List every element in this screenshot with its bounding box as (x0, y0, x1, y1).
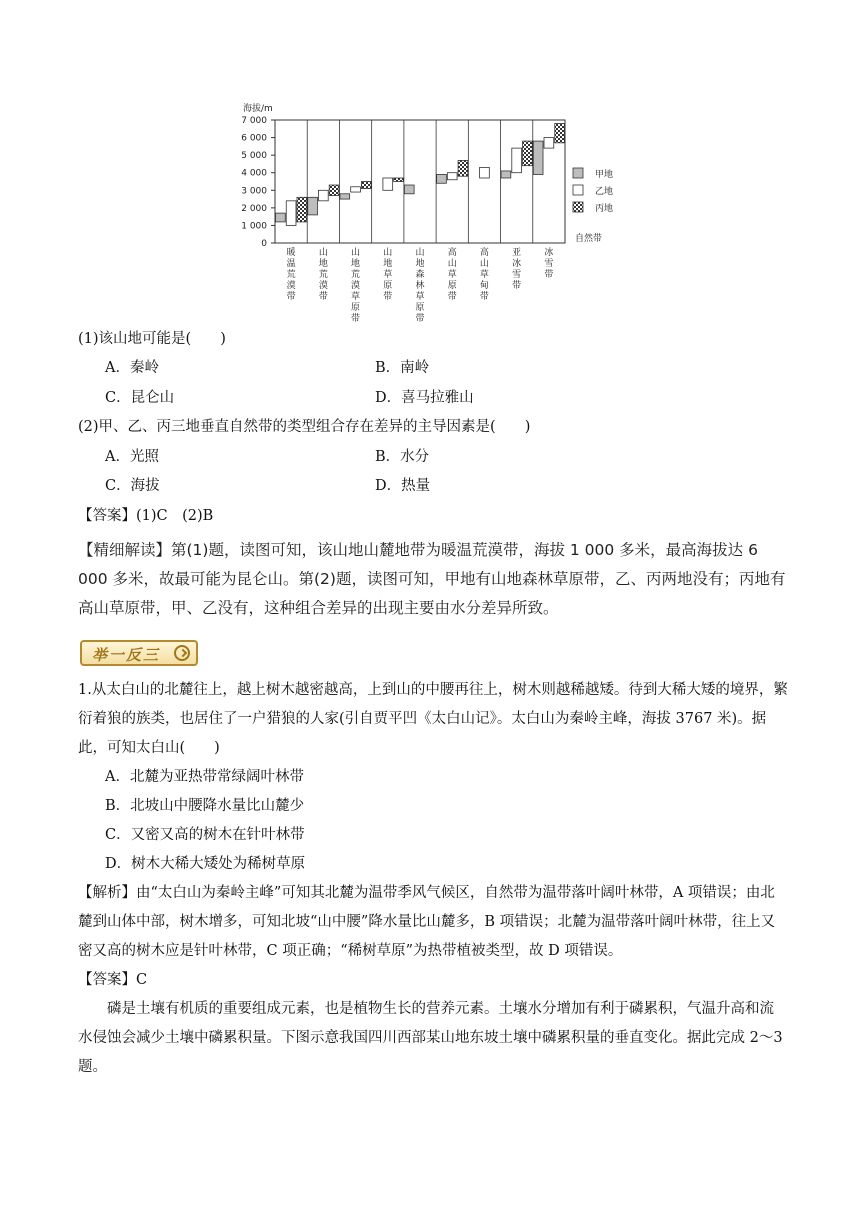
zone-label-山地草原带: 山地草原带 (383, 248, 393, 302)
y-axis-label: 海拔/m (243, 104, 273, 114)
bar-丙地-暖温荒漠带 (297, 197, 307, 222)
detailed-explanation: 【精细解读】第(1)题，读图可知，该山地山麓地带为暖温荒漠带，海拔 1 000 多米，最高海拔达 6 000 多米，故最可能为昆仑山。第(2)题，读图可知，甲地有山地森林草原带，乙、丙两地没有；丙地有高山草原带，甲、乙没有，这种组合差异的出现主要由水分差异所致。 (78, 541, 786, 617)
q2-option-d[interactable]: D．热量 (375, 478, 431, 494)
zone-label-高山草原带: 高山草原带 (447, 248, 457, 302)
bar-乙地-山地草原带 (383, 178, 393, 190)
x-axis-label: 自然带 (575, 234, 603, 244)
zone-labels (287, 246, 554, 324)
bar-marks (276, 124, 565, 226)
zone-label-亚冰雪带: 亚冰雪带 (512, 248, 522, 291)
q1-option-d[interactable]: D．喜马拉雅山 (375, 390, 474, 406)
bar-乙地-山地荒漠草原带 (351, 187, 361, 192)
practice-q1-option-b[interactable]: B．北坡山中腰降水量比山麓少 (105, 798, 305, 814)
q1-option-a[interactable]: A．秦岭 (105, 360, 159, 376)
practice-q1-stem: 1.从太白山的北麓往上，越上树木越密越高，上到山的中腰再往上，树木则越稀越矮。待到大稀大矮的境界，繁衍着狼的族类，也居住了一户猎狼的人家(引自贾平凹《太白山记》。太白山为秦岭主峰，海拔 3767 米)。据此，可知太白山( ) (78, 682, 788, 756)
practice-q1-option-c[interactable]: C．又密又高的树木在针叶林带 (105, 827, 305, 843)
bar-丙地-高山草原带 (458, 160, 468, 176)
section-badge (80, 640, 198, 666)
bar-乙地-高山草甸带 (480, 167, 490, 178)
y-tick-label: 5 000 (241, 151, 267, 162)
arrow-circle-icon (174, 645, 190, 661)
intro-paragraph: 磷是土壤有机质的重要组成元素，也是植物生长的营养元素。土壤水分增加有利于磷累积，气温升高和流水侵蚀会减少土壤中磷累积量。下图示意我国四川西部某山地东坡土壤中磷累积量的垂直变化。据此完成 2～3 题。 (78, 1001, 783, 1075)
bar-乙地-高山草原带 (447, 173, 457, 180)
bar-丙地-冰雪带 (555, 124, 565, 143)
zone-label-暖温荒漠带: 暖温荒漠带 (286, 248, 296, 302)
y-tick-label: 0 (261, 239, 267, 249)
plot-frame (275, 120, 565, 243)
bar-乙地-冰雪带 (544, 138, 554, 149)
bar-甲地-冰雪带 (533, 141, 543, 174)
bar-丙地-山地荒漠带 (329, 185, 339, 196)
q2-stem: (2)甲、乙、丙三地垂直自然带的类型组合存在差异的主导因素是( ) (78, 419, 531, 435)
bar-丙地-亚冰雪带 (523, 141, 533, 166)
bar-甲地-暖温荒漠带 (276, 213, 286, 222)
legend-label-yi: 乙地 (595, 187, 614, 197)
bar-乙地-山地荒漠带 (318, 190, 328, 201)
y-tick-label: 7 000 (241, 116, 267, 126)
zone-label-高山草甸带: 高山草甸带 (479, 248, 489, 302)
bar-甲地-山地荒漠带 (308, 197, 318, 215)
legend (573, 168, 613, 214)
practice-q1-option-d[interactable]: D．树木大稀大矮处为稀树草原 (105, 856, 306, 872)
analysis: 【解析】由“太白山为秦岭主峰”可知其北麓为温带季风气候区，自然带为温带落叶阔叶林带，A 项错误；由北麓到山体中部，树木增多，可知北坡“山中腰”降水量比山麓多，B 项错误；北麓为温带落叶阔叶林带，往上又密又高的树木应是针叶林带，C 项正确；“稀树草原”为热带植被类型，故 D 项错误。 (78, 885, 776, 959)
bar-乙地-亚冰雪带 (512, 148, 522, 173)
legend-label-jia: 甲地 (595, 170, 614, 180)
y-tick-label: 4 000 (241, 168, 267, 179)
legend-swatch-jia (573, 168, 583, 178)
legend-swatch-bing (573, 202, 583, 212)
bar-丙地-山地荒漠草原带 (361, 182, 371, 189)
y-tick-label: 1 000 (241, 221, 267, 232)
answer-2: 【答案】C (78, 972, 148, 988)
bar-甲地-山地森林草原带 (404, 185, 414, 194)
zone-label-山地荒漠带: 山地荒漠带 (318, 248, 328, 302)
answer-1: 【答案】(1)C (2)B (78, 508, 214, 524)
altitude-zone-chart (0, 0, 860, 330)
y-tick-label: 3 000 (241, 186, 267, 197)
zone-label-冰雪带: 冰雪带 (544, 248, 554, 280)
y-ticks (241, 116, 275, 249)
bar-甲地-山地荒漠草原带 (340, 194, 350, 199)
section-badge-label: 举一反三 (92, 646, 161, 664)
bar-甲地-高山草原带 (437, 174, 447, 183)
legend-swatch-yi (573, 185, 583, 195)
q2-option-c[interactable]: C．海拔 (105, 478, 160, 494)
y-tick-label: 6 000 (241, 133, 267, 144)
column-dividers (307, 120, 533, 243)
q1-option-b[interactable]: B．南岭 (375, 360, 430, 376)
y-tick-label: 2 000 (241, 203, 267, 214)
q1-stem: (1)该山地可能是( ) (78, 331, 226, 347)
q2-option-b[interactable]: B．水分 (375, 449, 430, 465)
zone-label-山地荒漠草原带: 山地荒漠草原带 (351, 248, 361, 324)
bar-丙地-山地草原带 (394, 178, 404, 182)
q1-option-c[interactable]: C．昆仑山 (105, 390, 175, 406)
legend-label-bing: 丙地 (595, 204, 614, 214)
bar-甲地-亚冰雪带 (501, 171, 511, 178)
q2-option-a[interactable]: A．光照 (105, 449, 159, 465)
zone-label-山地森林草原带: 山地森林草原带 (415, 248, 425, 324)
practice-q1-option-a[interactable]: A．北麓为亚热带常绿阔叶林带 (105, 769, 304, 785)
bar-乙地-暖温荒漠带 (286, 201, 296, 226)
